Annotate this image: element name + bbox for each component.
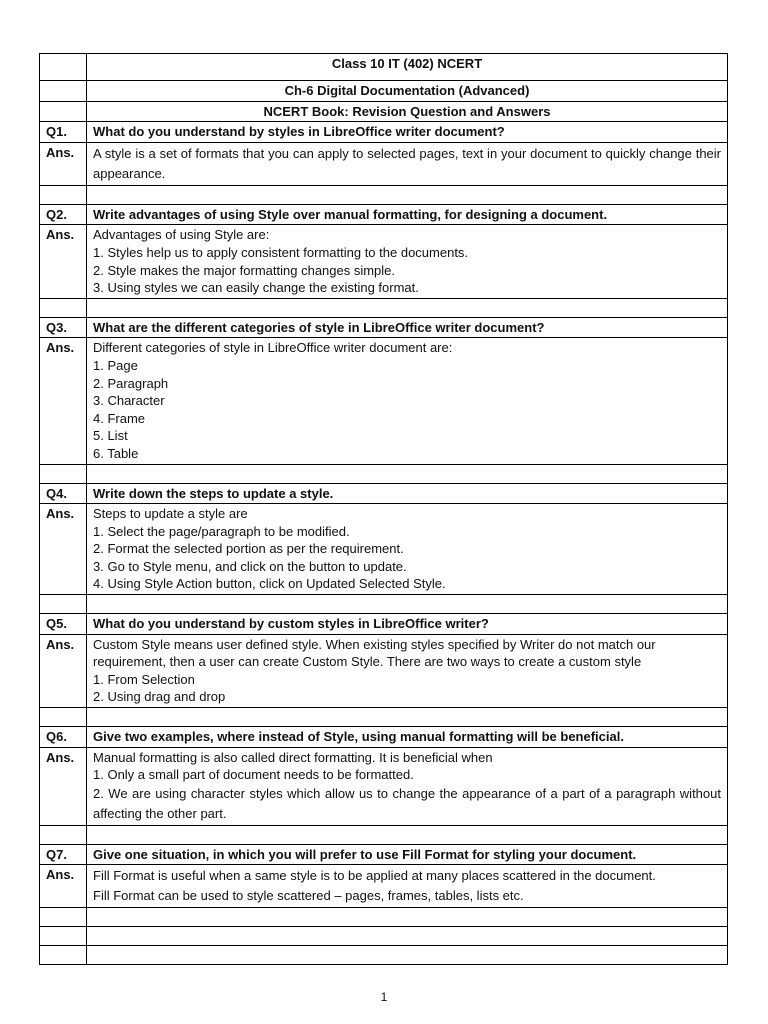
page-number: 1 (380, 990, 388, 1004)
answer-line: Steps to update a style are (93, 506, 248, 522)
answer-row (40, 865, 728, 908)
answer-text (87, 747, 728, 825)
qa-table-body (40, 54, 728, 965)
answer-line: 2. Style makes the major formatting changes simple. (93, 262, 396, 278)
answer-line: 4. Frame (93, 410, 146, 426)
answer-line: 1. Only a small part of document needs to be formatted. (93, 767, 414, 783)
answer-text (87, 634, 728, 707)
question-text: What are the different categories of style in LibreOffice writer document? (87, 317, 728, 338)
question-text: What do you understand by styles in LibreOffice writer document? (87, 122, 728, 143)
question-number: Q7. (40, 844, 87, 865)
empty-cell (40, 595, 87, 614)
answer-line: Fill Format can be used to style scattered – pages, frames, tables, lists etc. (93, 888, 524, 904)
question-number: Q2. (40, 204, 87, 225)
spacer-row (40, 298, 728, 317)
empty-cell (40, 464, 87, 483)
answer-line: 2. Paragraph (93, 375, 169, 391)
question-text: Give two examples, where instead of Style, using manual formatting will be beneficial. (87, 727, 728, 748)
chapter-title: Ch-6 Digital Documentation (Advanced) (87, 81, 728, 102)
answer-line: A style is a set of formats that you can apply to selected pages, text in your document to quickly change their appearance. (93, 145, 721, 181)
empty-cell (40, 708, 87, 727)
empty-cell (87, 595, 728, 614)
answer-text (87, 865, 728, 908)
question-row (40, 122, 728, 143)
empty-cell (40, 54, 87, 81)
question-text: Write down the steps to update a style. (87, 483, 728, 504)
answer-line: 1. Page (93, 357, 138, 373)
question-number: Q6. (40, 727, 87, 748)
question-text: Give one situation, in which you will prefer to use Fill Format for styling your document. (87, 844, 728, 865)
answer-row (40, 225, 728, 298)
empty-cell (40, 298, 87, 317)
question-number: Q5. (40, 614, 87, 635)
answer-line: 2. Using drag and drop (93, 689, 226, 705)
question-row (40, 317, 728, 338)
answer-line: Advantages of using Style are: (93, 227, 270, 243)
empty-cell (40, 185, 87, 204)
header-row-3 (40, 101, 728, 122)
empty-cell (87, 298, 728, 317)
answer-row (40, 747, 728, 825)
empty-cell (87, 908, 728, 927)
answer-text (87, 225, 728, 298)
answer-line: 2. We are using character styles which allow us to change the appearance of a part of a paragraph without affecting the other part. (93, 785, 721, 821)
empty-cell (40, 908, 87, 927)
answer-row (40, 504, 728, 595)
empty-cell (40, 101, 87, 122)
empty-cell (87, 825, 728, 844)
answer-line: 3. Using styles we can easily change the existing format. (93, 280, 419, 296)
answer-row (40, 634, 728, 707)
answer-line: Manual formatting is also called direct formatting. It is beneficial when (93, 749, 493, 765)
empty-cell (40, 946, 87, 965)
question-number: Q4. (40, 483, 87, 504)
answer-line: 1. Select the page/paragraph to be modified. (93, 523, 350, 539)
spacer-row (40, 908, 728, 927)
answer-line: 3. Character (93, 393, 165, 409)
class-title: Class 10 IT (402) NCERT (87, 54, 728, 81)
answer-line: Different categories of style in LibreOffice writer document are: (93, 340, 453, 356)
question-row (40, 727, 728, 748)
answer-label: Ans. (40, 142, 87, 185)
answer-label: Ans. (40, 865, 87, 908)
answer-text (87, 142, 728, 185)
question-text: What do you understand by custom styles in LibreOffice writer? (87, 614, 728, 635)
question-number: Q3. (40, 317, 87, 338)
answer-line: Custom Style means user defined style. When existing styles specified by Writer do not match our requirement, then a user can create Custom Style. There are two ways to create a custom style (93, 636, 656, 670)
spacer-row (40, 464, 728, 483)
answer-line: Fill Format is useful when a same style is to be applied at many places scattered in the document. (93, 868, 656, 884)
answer-label: Ans. (40, 634, 87, 707)
spacer-row (40, 927, 728, 946)
empty-cell (40, 927, 87, 946)
answer-text (87, 504, 728, 595)
answer-line: 5. List (93, 428, 128, 444)
header-row-2 (40, 81, 728, 102)
question-row (40, 204, 728, 225)
answer-line: 4. Using Style Action button, click on Updated Selected Style. (93, 576, 446, 592)
spacer-row (40, 185, 728, 204)
empty-cell (87, 927, 728, 946)
empty-cell (87, 708, 728, 727)
question-text: Write advantages of using Style over manual formatting, for designing a document. (87, 204, 728, 225)
header-row-1 (40, 54, 728, 81)
book-title: NCERT Book: Revision Question and Answers (87, 101, 728, 122)
spacer-row (40, 825, 728, 844)
spacer-row (40, 708, 728, 727)
question-row (40, 483, 728, 504)
answer-text (87, 338, 728, 464)
answer-label: Ans. (40, 338, 87, 464)
empty-cell (40, 825, 87, 844)
answer-label: Ans. (40, 225, 87, 298)
question-row (40, 614, 728, 635)
answer-line: 6. Table (93, 445, 139, 461)
answer-row (40, 338, 728, 464)
question-number: Q1. (40, 122, 87, 143)
answer-line: 1. From Selection (93, 671, 195, 687)
qa-table (39, 53, 728, 965)
spacer-row (40, 946, 728, 965)
empty-cell (87, 946, 728, 965)
spacer-row (40, 595, 728, 614)
answer-label: Ans. (40, 504, 87, 595)
answer-label: Ans. (40, 747, 87, 825)
answer-row (40, 142, 728, 185)
question-row (40, 844, 728, 865)
answer-line: 2. Format the selected portion as per the requirement. (93, 541, 404, 557)
empty-cell (87, 185, 728, 204)
empty-cell (40, 81, 87, 102)
answer-line: 3. Go to Style menu, and click on the button to update. (93, 558, 407, 574)
answer-line: 1. Styles help us to apply consistent formatting to the documents. (93, 244, 469, 260)
empty-cell (87, 464, 728, 483)
